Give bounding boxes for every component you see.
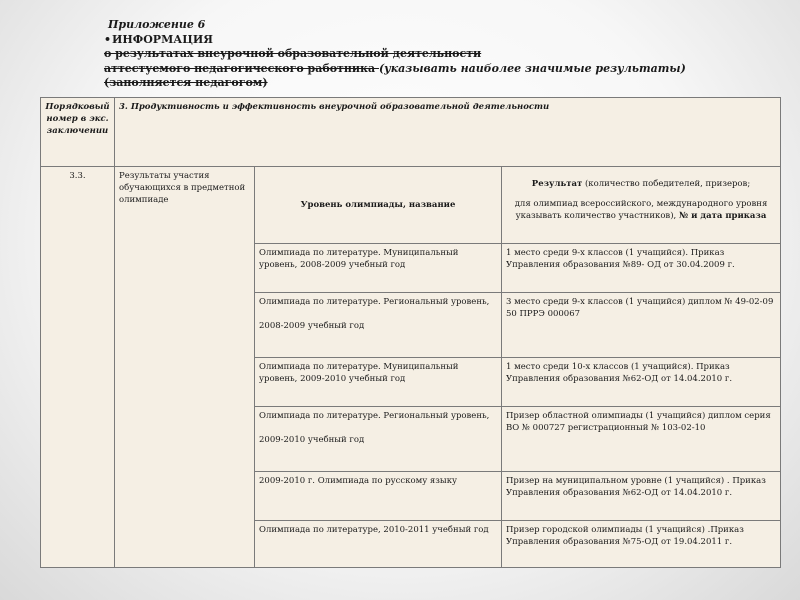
level-cell [255,293,502,358]
document-title [104,33,740,48]
item-number-cell: 3.3. [41,167,115,568]
table-header-row [41,98,781,167]
level-cell: Олимпиада по литературе. Муниципальный уровень, 2008-2009 учебный год [255,244,502,293]
header-section-cell: 3. Продуктивность и эффективность внеурочной образовательной деятельности [115,98,781,167]
level-year: 2008-2009 учебный год [259,321,365,331]
result-header-rest: (количество победителей, призеров; [582,179,751,189]
result-cell: Призер областной олимпиады (1 учащийся) диплом серия ВО № 000727 регистрационный № 103-02-10 [502,407,781,472]
title-text: ИНФОРМАЦИЯ [112,32,213,46]
result-header-line2-text: для олимпиад всероссийского, международного уровня указывать количество участников), [514,199,768,221]
document-header [100,18,740,91]
subtitle-line-2-normal: аттестуемого педагогического работника [104,61,379,75]
result-header-bold2: № и дата приказа [678,211,767,221]
subtitle-line-1: о результатах внеурочной образовательной деятельности [104,47,482,60]
level-cell: Олимпиада по литературе, 2010-2011 учебный год [255,521,502,568]
subtitle-line-2-italic: (указывать наиболее значимые результаты) [378,61,686,75]
result-cell: 1 место среди 10-х классов (1 учащийся). Приказ Управления образования №62-ОД от 14.04.2010 г. [502,358,781,407]
result-cell: 1 место среди 9-х классов (1 учащийся). Приказ Управления образования №89- ОД от 30.04.2009 г. [502,244,781,293]
header-number-cell: Порядковый номер в экс. заключении [41,98,115,167]
bullet-icon: • [104,32,112,46]
result-header-line2 [506,198,776,222]
level-text: Олимпиада по литературе. Региональный уровень, [259,411,490,421]
level-year: 2009-2010 учебный год [259,435,365,445]
result-cell: Призер городской олимпиады (1 учащийся) .Приказ Управления образования №75-ОД от 19.04.2011 г. [502,521,781,568]
subtitle-line-3: (заполняется педагогом) [104,76,268,89]
item-label-cell: Результаты участия обучающихся в предметной олимпиаде [115,167,255,568]
table-row [41,167,781,244]
subtitle-line-2 [104,62,740,77]
level-column-header: Уровень олимпиады, название [255,167,502,244]
appendix-label: Приложение 6 [108,18,206,31]
level-cell: 2009-2010 г. Олимпиада по русскому языку [255,472,502,521]
result-header-bold: Результат [531,179,583,189]
level-cell: Олимпиада по литературе. Муниципальный уровень, 2009-2010 учебный год [255,358,502,407]
result-header-line1 [506,178,776,190]
results-table [40,97,781,568]
level-cell [255,407,502,472]
result-column-header [502,167,781,244]
result-cell: 3 место среди 9-х классов (1 учащийся) диплом № 49-02-09 50 ПРРЭ 000067 [502,293,781,358]
result-cell: Призер на муниципальном уровне (1 учащийся) . Приказ Управления образования №62-ОД от 14.04.2010 г. [502,472,781,521]
level-text: Олимпиада по литературе. Региональный уровень, [259,297,490,307]
